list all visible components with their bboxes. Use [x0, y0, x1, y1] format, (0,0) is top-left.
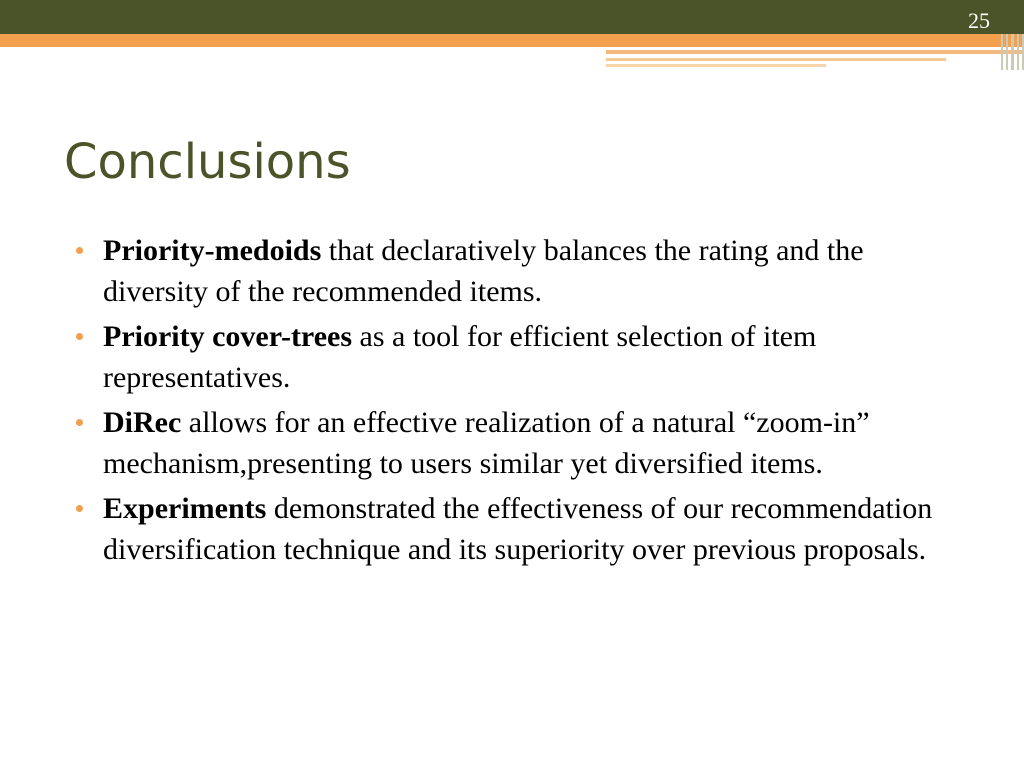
- bullet-item: [76, 316, 956, 398]
- header-bar: [0, 0, 1024, 34]
- bullet-list: [76, 230, 956, 574]
- accent-line: [606, 50, 1024, 54]
- bullet-icon: [76, 333, 83, 340]
- bullet-icon: [76, 419, 83, 426]
- bullet-text: as a tool for efficient selection of item representatives.: [103, 320, 817, 394]
- bullet-lead: Priority cover-trees: [103, 320, 353, 353]
- bullet-lead: DiRec: [103, 406, 182, 439]
- bullet-icon: [76, 505, 83, 512]
- bullet-item: [76, 488, 956, 570]
- bullet-item: [76, 230, 956, 312]
- accent-bar: [0, 34, 1024, 47]
- bullet-item: [76, 402, 956, 484]
- bullet-text: that declaratively balances the rating and the diversity of the recommended items.: [103, 234, 864, 308]
- bullet-text: demonstrated the effectiveness of our recommendation diversification technique and its superiority over previous proposals.: [103, 492, 933, 566]
- slide-number: 25: [968, 8, 990, 33]
- bullet-lead: Priority-medoids: [103, 234, 322, 267]
- bullet-icon: [76, 247, 83, 254]
- bullet-lead: Experiments: [103, 492, 267, 525]
- bullet-text: allows for an effective realization of a natural “zoom-in” mechanism,presenting to users similar yet diversified items.: [103, 406, 870, 480]
- decorative-stripes: [1001, 34, 1024, 70]
- accent-line: [606, 64, 826, 67]
- slide-title: Conclusions: [64, 134, 351, 190]
- accent-line: [606, 58, 946, 61]
